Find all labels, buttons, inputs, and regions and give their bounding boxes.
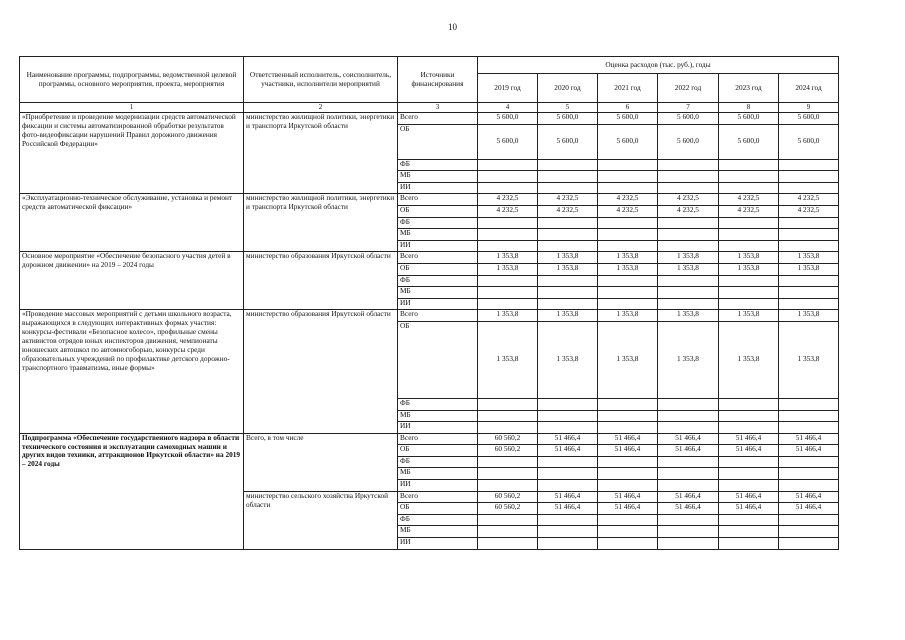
- amount-cell: 4 232,5: [478, 205, 538, 217]
- header-executor: Ответственный исполнитель, соисполнитель, участники, исполнители мероприятий: [244, 57, 398, 103]
- table-body: [20, 113, 839, 550]
- amount-cell: 51 466,4: [779, 433, 839, 445]
- amount-cell: [478, 159, 538, 171]
- column-number: 4: [478, 103, 538, 113]
- amount-cell: [598, 480, 658, 492]
- amount-cell: 5 600,0: [538, 113, 598, 125]
- amount-cell: 51 466,4: [538, 491, 598, 503]
- funding-source: ИИ: [398, 298, 478, 310]
- measure-name: «Эксплуатационно-техническое обслуживание, установка и ремонт средств автоматической фиксации»: [20, 194, 244, 252]
- amount-cell: [658, 514, 719, 526]
- amount-cell: [478, 526, 538, 538]
- amount-cell: 1 353,8: [538, 263, 598, 275]
- amount-cell: [538, 410, 598, 422]
- amount-cell: [538, 240, 598, 252]
- amount-cell: 51 466,4: [658, 503, 719, 515]
- financing-table: [19, 56, 839, 550]
- amount-cell: [598, 182, 658, 194]
- table-row: [20, 433, 839, 445]
- executor-name: министерство образования Иркутской области: [244, 252, 398, 310]
- column-number: 6: [598, 103, 658, 113]
- amount-cell: [719, 159, 779, 171]
- funding-source: МБ: [398, 468, 478, 480]
- amount-cell: [598, 468, 658, 480]
- amount-cell: [658, 298, 719, 310]
- funding-source: ОБ: [398, 503, 478, 515]
- amount-cell: [598, 422, 658, 434]
- amount-cell: [598, 240, 658, 252]
- amount-cell: [478, 410, 538, 422]
- amount-cell: 1 353,8: [779, 310, 839, 322]
- amount-cell: [478, 456, 538, 468]
- amount-cell: [779, 398, 839, 410]
- amount-cell: 1 353,8: [719, 321, 779, 398]
- funding-source: Всего: [398, 310, 478, 322]
- amount-cell: [658, 398, 719, 410]
- amount-cell: 1 353,8: [598, 252, 658, 264]
- executor-name: министерство образования Иркутской области: [244, 310, 398, 433]
- amount-cell: [478, 229, 538, 241]
- amount-cell: 51 466,4: [598, 491, 658, 503]
- funding-source: ОБ: [398, 124, 478, 159]
- amount-cell: [658, 240, 719, 252]
- funding-source: ОБ: [398, 445, 478, 457]
- amount-cell: [779, 526, 839, 538]
- amount-cell: [779, 538, 839, 550]
- funding-source: ОБ: [398, 263, 478, 275]
- amount-cell: [538, 229, 598, 241]
- amount-cell: [658, 456, 719, 468]
- amount-cell: [538, 287, 598, 299]
- amount-cell: [719, 275, 779, 287]
- amount-cell: 1 353,8: [779, 321, 839, 398]
- amount-cell: [538, 514, 598, 526]
- funding-source: Всего: [398, 433, 478, 445]
- amount-cell: [779, 456, 839, 468]
- amount-cell: [779, 171, 839, 183]
- amount-cell: [658, 159, 719, 171]
- funding-source: МБ: [398, 410, 478, 422]
- funding-source: МБ: [398, 171, 478, 183]
- amount-cell: [598, 398, 658, 410]
- amount-cell: 1 353,8: [658, 321, 719, 398]
- amount-cell: [779, 275, 839, 287]
- amount-cell: 51 466,4: [779, 445, 839, 457]
- amount-cell: [779, 410, 839, 422]
- amount-cell: [779, 240, 839, 252]
- measure-name: «Проведение массовых мероприятий с детьми школьного возраста, выражающихся в следующих интерактивных формах участия: конкурсы-фестивали «Безопасное колесо», профильные смены активистов отрядов юных инспекторов движения, чемпионаты юношеских автошкол по автомногоборью, конкурсы среди образовательных учреждений по профилактике детского дорожно-транспортного травматизма, иные формы»: [20, 310, 244, 433]
- funding-source: ИИ: [398, 538, 478, 550]
- header-year: 2024 год: [779, 74, 839, 103]
- amount-cell: [478, 287, 538, 299]
- amount-cell: [538, 468, 598, 480]
- amount-cell: [598, 410, 658, 422]
- amount-cell: 60 560,2: [478, 491, 538, 503]
- amount-cell: 1 353,8: [779, 263, 839, 275]
- amount-cell: 4 232,5: [658, 205, 719, 217]
- amount-cell: 51 466,4: [658, 433, 719, 445]
- column-number: 1: [20, 103, 244, 113]
- amount-cell: [478, 217, 538, 229]
- amount-cell: [538, 456, 598, 468]
- amount-cell: 5 600,0: [598, 124, 658, 159]
- amount-cell: 4 232,5: [478, 194, 538, 206]
- amount-cell: 5 600,0: [719, 124, 779, 159]
- page-number: 10: [448, 22, 457, 32]
- amount-cell: [658, 422, 719, 434]
- funding-source: ОБ: [398, 321, 478, 398]
- amount-cell: [779, 468, 839, 480]
- amount-cell: 51 466,4: [779, 491, 839, 503]
- amount-cell: [658, 182, 719, 194]
- amount-cell: [779, 422, 839, 434]
- amount-cell: 1 353,8: [658, 263, 719, 275]
- funding-source: Всего: [398, 113, 478, 125]
- table-row: [20, 194, 839, 206]
- amount-cell: [719, 398, 779, 410]
- amount-cell: 60 560,2: [478, 503, 538, 515]
- amount-cell: [478, 468, 538, 480]
- amount-cell: [538, 171, 598, 183]
- amount-cell: [719, 182, 779, 194]
- amount-cell: 4 232,5: [538, 194, 598, 206]
- funding-source: ФБ: [398, 398, 478, 410]
- funding-source: ФБ: [398, 159, 478, 171]
- funding-source: ФБ: [398, 275, 478, 287]
- amount-cell: [779, 217, 839, 229]
- amount-cell: [478, 298, 538, 310]
- amount-cell: 1 353,8: [598, 263, 658, 275]
- funding-source: Всего: [398, 252, 478, 264]
- amount-cell: [478, 514, 538, 526]
- amount-cell: [538, 217, 598, 229]
- amount-cell: [598, 456, 658, 468]
- amount-cell: 1 353,8: [538, 310, 598, 322]
- amount-cell: [538, 422, 598, 434]
- amount-cell: 51 466,4: [598, 503, 658, 515]
- amount-cell: [658, 410, 719, 422]
- amount-cell: [478, 538, 538, 550]
- amount-cell: [598, 275, 658, 287]
- funding-source: МБ: [398, 526, 478, 538]
- amount-cell: 51 466,4: [658, 445, 719, 457]
- amount-cell: 1 353,8: [719, 310, 779, 322]
- amount-cell: 4 232,5: [538, 205, 598, 217]
- header-year: 2020 год: [538, 74, 598, 103]
- amount-cell: 51 466,4: [538, 433, 598, 445]
- amount-cell: [658, 217, 719, 229]
- amount-cell: 4 232,5: [779, 205, 839, 217]
- amount-cell: [478, 171, 538, 183]
- amount-cell: [478, 480, 538, 492]
- amount-cell: 1 353,8: [478, 252, 538, 264]
- amount-cell: [598, 298, 658, 310]
- amount-cell: 51 466,4: [538, 503, 598, 515]
- amount-cell: 51 466,4: [779, 503, 839, 515]
- header-source: Источники финансирования: [398, 57, 478, 103]
- funding-source: ФБ: [398, 456, 478, 468]
- executor-name: министерство жилищной политики, энергетики и транспорта Иркутской области: [244, 194, 398, 252]
- amount-cell: 51 466,4: [719, 491, 779, 503]
- amount-cell: 5 600,0: [779, 124, 839, 159]
- amount-cell: [478, 240, 538, 252]
- amount-cell: 5 600,0: [478, 124, 538, 159]
- column-number: 5: [538, 103, 598, 113]
- amount-cell: [719, 422, 779, 434]
- amount-cell: [719, 229, 779, 241]
- amount-cell: 4 232,5: [719, 205, 779, 217]
- amount-cell: [719, 298, 779, 310]
- amount-cell: [658, 275, 719, 287]
- amount-cell: [719, 287, 779, 299]
- amount-cell: 51 466,4: [658, 491, 719, 503]
- funding-source: МБ: [398, 229, 478, 241]
- amount-cell: [538, 275, 598, 287]
- funding-source: ИИ: [398, 480, 478, 492]
- amount-cell: 51 466,4: [719, 503, 779, 515]
- amount-cell: 1 353,8: [658, 252, 719, 264]
- funding-source: ФБ: [398, 514, 478, 526]
- amount-cell: 4 232,5: [719, 194, 779, 206]
- header-year: 2023 год: [719, 74, 779, 103]
- amount-cell: 4 232,5: [598, 205, 658, 217]
- amount-cell: [598, 229, 658, 241]
- measure-name: Основное мероприятие «Обеспечение безопасного участия детей в дорожном движении» на 2019 – 2024 годы: [20, 252, 244, 310]
- amount-cell: 1 353,8: [719, 263, 779, 275]
- amount-cell: [719, 217, 779, 229]
- amount-cell: [478, 422, 538, 434]
- amount-cell: [538, 538, 598, 550]
- amount-cell: 5 600,0: [598, 113, 658, 125]
- column-number: 3: [398, 103, 478, 113]
- amount-cell: [598, 287, 658, 299]
- amount-cell: 1 353,8: [598, 321, 658, 398]
- executor-name: министерство сельского хозяйства Иркутской области: [244, 491, 398, 549]
- measure-name: Подпрограмма «Обеспечение государственного надзора в области технического состояния и эксплуатации самоходных машин и других видов техники, аттракционов Иркутской области» на 2019 – 2024 годы: [20, 433, 244, 549]
- amount-cell: [779, 287, 839, 299]
- amount-cell: [779, 159, 839, 171]
- amount-cell: [598, 217, 658, 229]
- amount-cell: 1 353,8: [478, 310, 538, 322]
- column-number: 7: [658, 103, 719, 113]
- amount-cell: [658, 526, 719, 538]
- amount-cell: [538, 298, 598, 310]
- amount-cell: [658, 538, 719, 550]
- amount-cell: [719, 480, 779, 492]
- amount-cell: [538, 526, 598, 538]
- amount-cell: 5 600,0: [658, 124, 719, 159]
- executor-name: министерство жилищной политики, энергетики и транспорта Иркутской области: [244, 113, 398, 194]
- amount-cell: [538, 159, 598, 171]
- header-estimate: Оценка расходов (тыс. руб.), годы: [478, 57, 839, 74]
- header-year: 2022 год: [658, 74, 719, 103]
- amount-cell: [779, 182, 839, 194]
- amount-cell: 1 353,8: [598, 310, 658, 322]
- amount-cell: [779, 229, 839, 241]
- amount-cell: 4 232,5: [658, 194, 719, 206]
- amount-cell: [779, 514, 839, 526]
- executor-name: Всего, в том числе: [244, 433, 398, 491]
- amount-cell: 5 600,0: [478, 113, 538, 125]
- amount-cell: 51 466,4: [719, 445, 779, 457]
- header-name: Наименование программы, подпрограммы, ведомственной целевой программы, основного мероприятия, проекта, мероприятия: [20, 57, 244, 103]
- amount-cell: [719, 410, 779, 422]
- amount-cell: [598, 538, 658, 550]
- amount-cell: [598, 159, 658, 171]
- funding-source: ФБ: [398, 217, 478, 229]
- amount-cell: 1 353,8: [779, 252, 839, 264]
- funding-source: Всего: [398, 491, 478, 503]
- amount-cell: [779, 298, 839, 310]
- table-row: [20, 113, 839, 125]
- amount-cell: [658, 229, 719, 241]
- amount-cell: [478, 398, 538, 410]
- amount-cell: 51 466,4: [538, 445, 598, 457]
- amount-cell: [719, 526, 779, 538]
- header-year: 2021 год: [598, 74, 658, 103]
- funding-source: ИИ: [398, 422, 478, 434]
- amount-cell: [658, 468, 719, 480]
- amount-cell: 1 353,8: [538, 321, 598, 398]
- amount-cell: 4 232,5: [598, 194, 658, 206]
- amount-cell: [598, 171, 658, 183]
- amount-cell: [478, 275, 538, 287]
- amount-cell: [719, 468, 779, 480]
- amount-cell: [538, 182, 598, 194]
- amount-cell: 51 466,4: [598, 433, 658, 445]
- funding-source: ОБ: [398, 205, 478, 217]
- amount-cell: [719, 171, 779, 183]
- amount-cell: [719, 456, 779, 468]
- amount-cell: 1 353,8: [658, 310, 719, 322]
- amount-cell: [719, 240, 779, 252]
- amount-cell: [719, 538, 779, 550]
- measure-name: «Приобретение и проведение модернизации средств автоматической фиксации и системы автоматизированной обработки результатов фото-видеофиксации нарушений Правил дорожного движения Российской Федерации»: [20, 113, 244, 194]
- amount-cell: 60 560,2: [478, 445, 538, 457]
- amount-cell: 1 353,8: [538, 252, 598, 264]
- amount-cell: 60 560,2: [478, 433, 538, 445]
- amount-cell: 51 466,4: [719, 433, 779, 445]
- amount-cell: 5 600,0: [719, 113, 779, 125]
- amount-cell: [719, 514, 779, 526]
- amount-cell: 51 466,4: [598, 445, 658, 457]
- funding-source: ИИ: [398, 182, 478, 194]
- amount-cell: 1 353,8: [719, 252, 779, 264]
- funding-source: Всего: [398, 194, 478, 206]
- amount-cell: 1 353,8: [478, 263, 538, 275]
- amount-cell: [598, 514, 658, 526]
- column-number: 9: [779, 103, 839, 113]
- amount-cell: 5 600,0: [538, 124, 598, 159]
- column-number: 2: [244, 103, 398, 113]
- amount-cell: [658, 480, 719, 492]
- amount-cell: [538, 398, 598, 410]
- amount-cell: [658, 287, 719, 299]
- amount-cell: [478, 182, 538, 194]
- table-row: [20, 252, 839, 264]
- amount-cell: 5 600,0: [779, 113, 839, 125]
- amount-cell: [779, 480, 839, 492]
- amount-cell: 1 353,8: [478, 321, 538, 398]
- amount-cell: 5 600,0: [658, 113, 719, 125]
- amount-cell: [658, 171, 719, 183]
- column-number: 8: [719, 103, 779, 113]
- amount-cell: [538, 480, 598, 492]
- amount-cell: [598, 526, 658, 538]
- amount-cell: 4 232,5: [779, 194, 839, 206]
- header-year: 2019 год: [478, 74, 538, 103]
- funding-source: МБ: [398, 287, 478, 299]
- funding-source: ИИ: [398, 240, 478, 252]
- table-row: [20, 310, 839, 322]
